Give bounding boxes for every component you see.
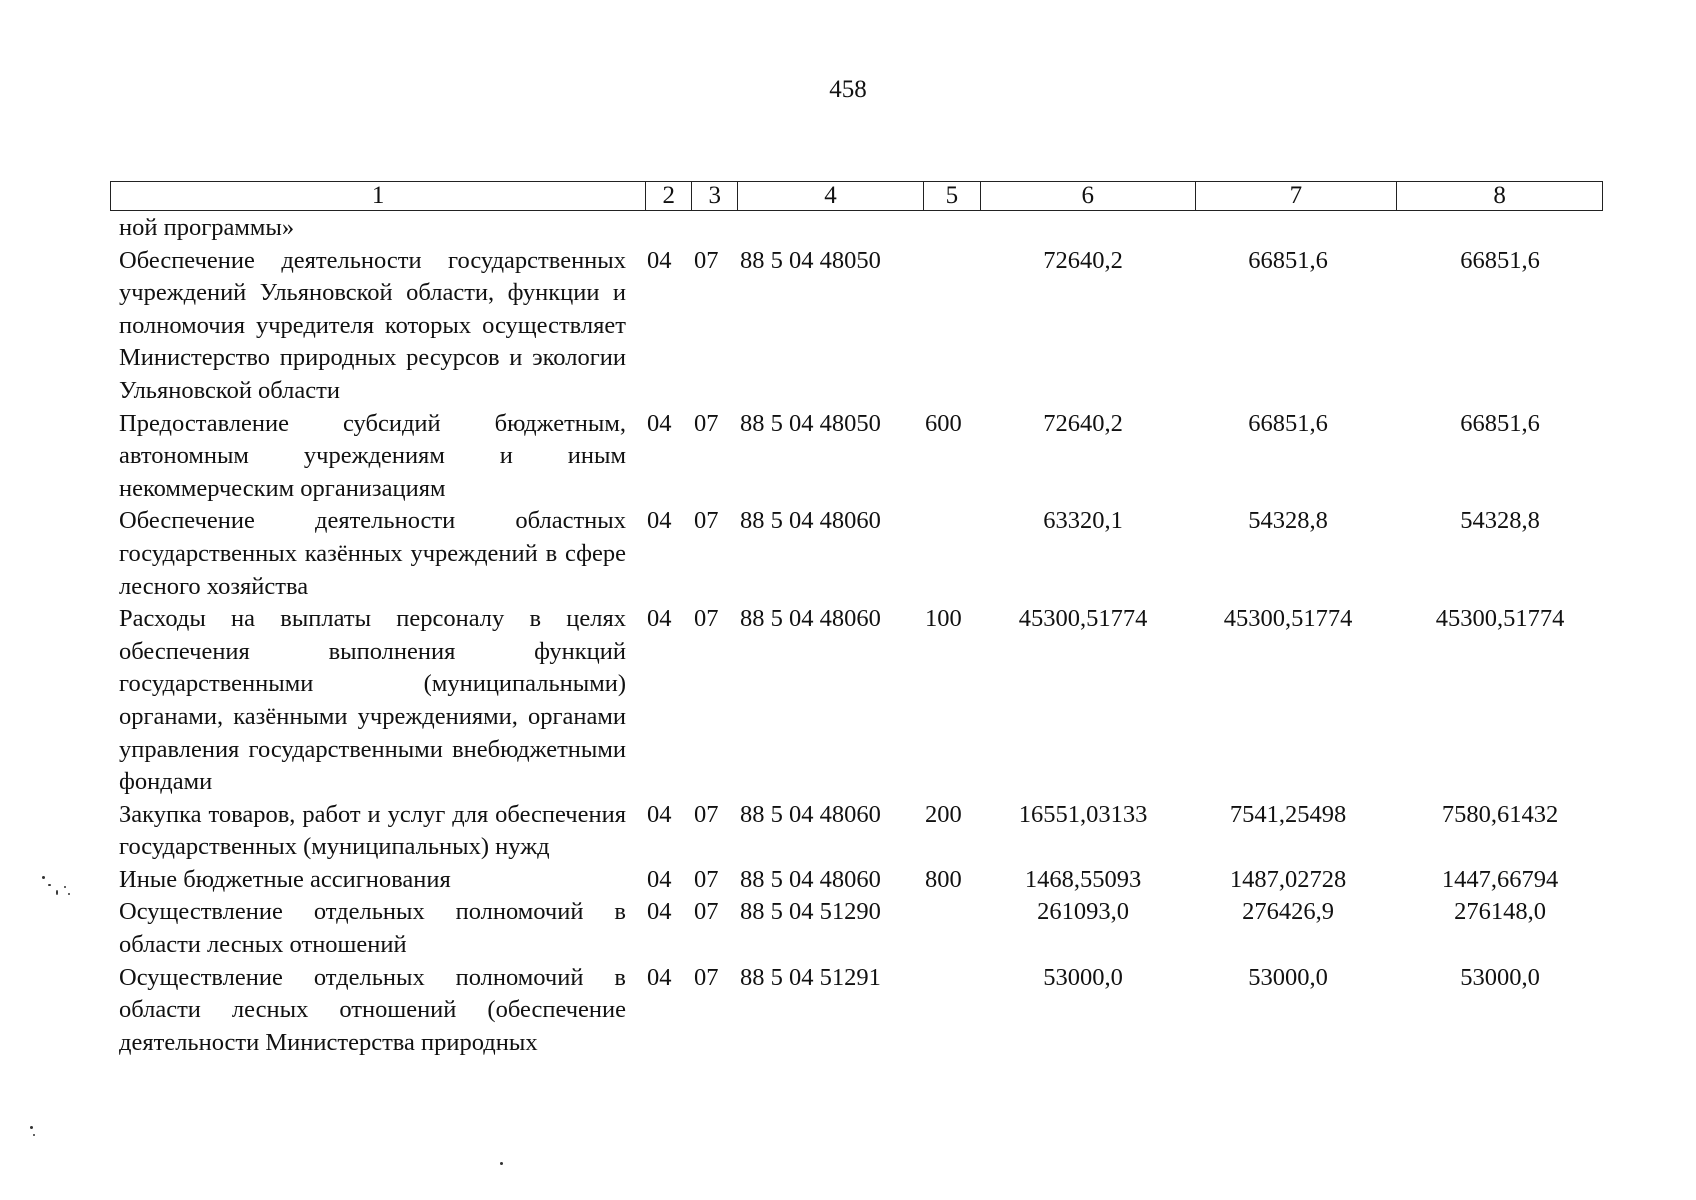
- section-code: 04: [647, 605, 672, 633]
- amount-col-7: 66851,6: [1248, 246, 1328, 274]
- target-article-code: 88 5 04 48060: [740, 605, 881, 633]
- row-description: Обеспечение деятельности областных государственных казённых учреждений в сфере лесного хозяйства: [119, 507, 626, 600]
- column-header-5: 5: [924, 182, 981, 210]
- amount-col-7: 1487,02728: [1229, 865, 1347, 893]
- section-code: 04: [647, 865, 672, 893]
- row-description: Расходы на выплаты персоналу в целях обеспечения выполнения функций государственными (муниципальными) органами, казёнными учреждениями, органами управления государственными внебюджетными фондами: [119, 605, 626, 796]
- amount-col-7: 45300,51774: [1223, 605, 1353, 633]
- amount-col-8: 1447,66794: [1441, 865, 1559, 893]
- page-number: 458: [829, 76, 867, 103]
- subsection-code: 07: [694, 605, 719, 633]
- expense-type-code: 200: [925, 800, 962, 828]
- column-header-1: 1: [111, 182, 646, 210]
- table-row: [0, 245, 1696, 408]
- target-article-code: 88 5 04 48060: [740, 865, 881, 893]
- amount-col-7: 276426,9: [1242, 898, 1334, 926]
- amount-col-8: 7580,61432: [1441, 800, 1559, 828]
- subsection-code: 07: [694, 409, 719, 437]
- amount-col-8: 53000,0: [1460, 963, 1540, 991]
- amount-col-8: 66851,6: [1460, 246, 1540, 274]
- column-header-4: 4: [738, 182, 924, 210]
- table-row: [0, 864, 1696, 897]
- table-row: [0, 408, 1696, 506]
- amount-col-8: 66851,6: [1460, 409, 1540, 437]
- column-header-3: 3: [692, 182, 738, 210]
- amount-col-6: 45300,51774: [1018, 605, 1148, 633]
- column-header-2: 2: [646, 182, 692, 210]
- table-row: [0, 505, 1696, 603]
- amount-col-8: 54328,8: [1460, 507, 1540, 535]
- expense-type-code: 800: [925, 865, 962, 893]
- subsection-code: 07: [694, 800, 719, 828]
- amount-col-6: 261093,0: [1037, 898, 1129, 926]
- expense-type-code: 600: [925, 409, 962, 437]
- table-row: [0, 799, 1696, 864]
- subsection-code: 07: [694, 246, 719, 274]
- section-code: 04: [647, 963, 672, 991]
- amount-col-7: 66851,6: [1248, 409, 1328, 437]
- section-code: 04: [647, 409, 672, 437]
- target-article-code: 88 5 04 48060: [740, 800, 881, 828]
- amount-col-7: 54328,8: [1248, 507, 1328, 535]
- section-code: 04: [647, 507, 672, 535]
- table-row: [0, 962, 1696, 1060]
- target-article-code: 88 5 04 48050: [740, 409, 881, 437]
- subsection-code: 07: [694, 865, 719, 893]
- subsection-code: 07: [694, 898, 719, 926]
- row-description: Осуществление отдельных полномочий в области лесных отношений: [119, 898, 626, 959]
- amount-col-6: 53000,0: [1043, 963, 1123, 991]
- target-article-code: 88 5 04 51290: [740, 898, 881, 926]
- amount-col-8: 276148,0: [1454, 898, 1546, 926]
- column-header-7: 7: [1196, 182, 1398, 210]
- column-header-6: 6: [981, 182, 1196, 210]
- amount-col-8: 45300,51774: [1435, 605, 1565, 633]
- amount-col-6: 72640,2: [1043, 246, 1123, 274]
- amount-col-7: 53000,0: [1248, 963, 1328, 991]
- target-article-code: 88 5 04 48060: [740, 507, 881, 535]
- amount-col-7: 7541,25498: [1229, 800, 1347, 828]
- amount-col-6: 72640,2: [1043, 409, 1123, 437]
- amount-col-6: 16551,03133: [1018, 800, 1148, 828]
- section-code: 04: [647, 898, 672, 926]
- section-code: 04: [647, 246, 672, 274]
- subsection-code: 07: [694, 963, 719, 991]
- expense-type-code: 100: [925, 605, 962, 633]
- amount-col-6: 1468,55093: [1024, 865, 1142, 893]
- table-header-row: [110, 181, 1603, 211]
- target-article-code: 88 5 04 48050: [740, 246, 881, 274]
- amount-col-6: 63320,1: [1043, 507, 1123, 535]
- column-header-8: 8: [1493, 182, 1506, 209]
- row-description: Закупка товаров, работ и услуг для обеспечения государственных (муниципальных) нужд: [119, 800, 626, 861]
- row-description: Предоставление субсидий бюджетным, автономным учреждениям и иным некоммерческим организациям: [119, 409, 626, 502]
- table-row: [0, 212, 1696, 245]
- target-article-code: 88 5 04 51291: [740, 963, 881, 991]
- row-description: Осуществление отдельных полномочий в области лесных отношений (обеспечение деятельности Министерства природных: [119, 963, 626, 1056]
- table-body: [0, 212, 1696, 1059]
- row-description: Обеспечение деятельности государственных учреждений Ульяновской области, функции и полномочия учредителя которых осуществляет Министерство природных ресурсов и экологии Ульяновской области: [119, 246, 626, 404]
- subsection-code: 07: [694, 507, 719, 535]
- table-row: [0, 896, 1696, 961]
- section-code: 04: [647, 800, 672, 828]
- row-description: Иные бюджетные ассигнования: [119, 865, 451, 893]
- row-description: ной программы»: [119, 214, 295, 241]
- table-row: [0, 603, 1696, 799]
